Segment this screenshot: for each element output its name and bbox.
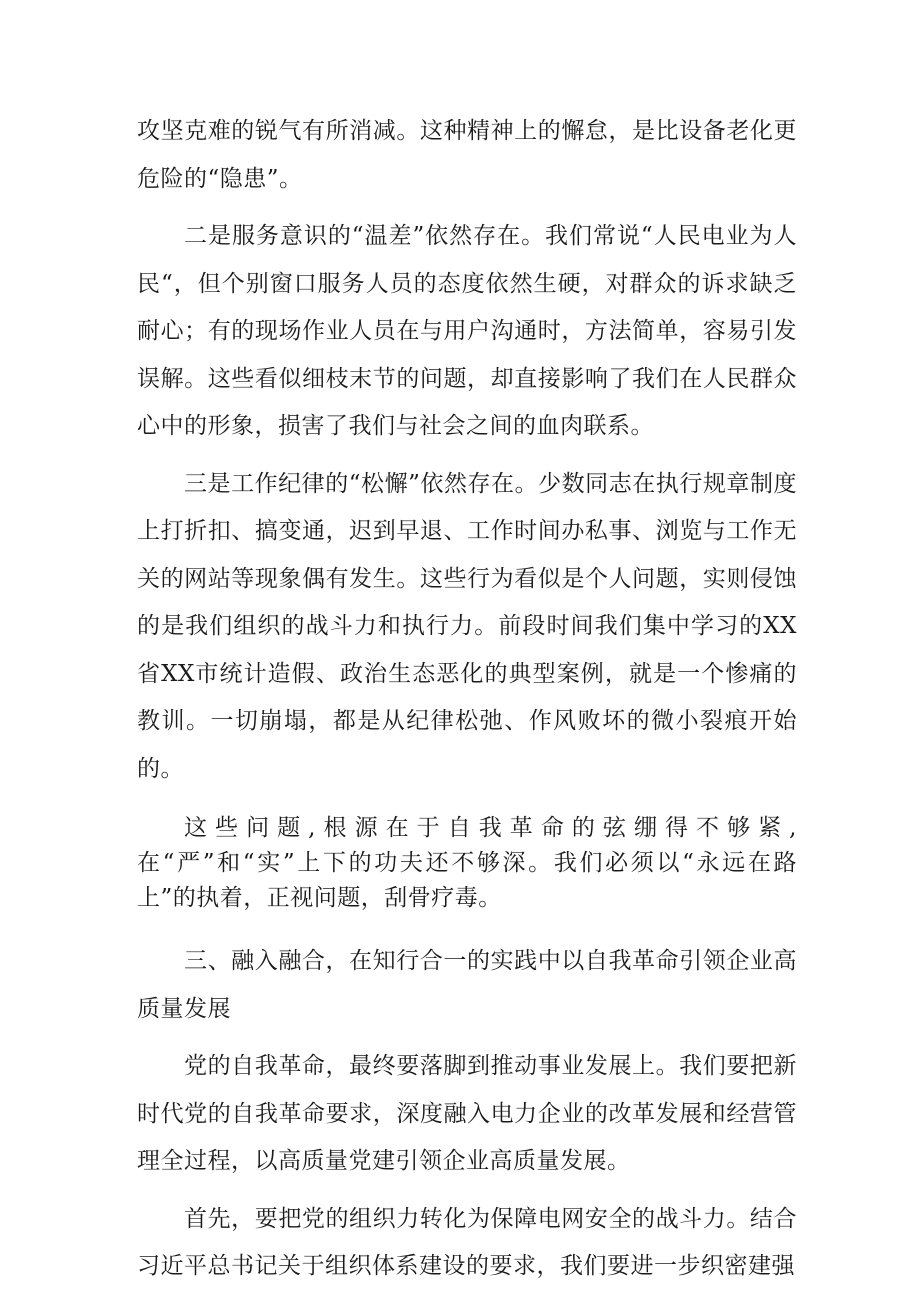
document-body [137,108,797,1301]
paragraph-organization-power: 首先，要把党的组织力转化为保障电网安全的战斗力。结合习近平总书记关于组织体系建设的要求，我们要进一步织密建强 [137,1205,797,1279]
paragraph-root-cause: 这些问题,根源在于自我革命的弦绷得不够紧,在“严”和“实”上下的功夫还不够深。我们必须以“永远在路上”的执着，正视问题，刮骨疗毒。 [137,815,797,911]
paragraph-work-discipline: 三是工作纪律的“松懈”依然存在。少数同志在执行规章制度上打折扣、搞变通，迟到早退、工作时间办私事、浏览与工作无关的网站等现象偶有发生。这些行为看似是个人问题，实则侵蚀的是我们组织的战斗力和执行力。前段时间我们集中学习的XX省XX市统计造假、政治生态恶化的典型案例，就是一个惨痛的教训。一切崩塌，都是从纪律松弛、作风败坏的微小裂痕开始的。 [137,470,797,782]
section-heading-three: 三、融入融合，在知行合一的实践中以自我革命引领企业高质量发展 [137,948,797,1022]
paragraph-self-revolution: 党的自我革命，最终要落脚到推动事业发展上。我们要把新时代党的自我革命要求，深度融入电力企业的改革发展和经营管理全过程，以高质量党建引领企业高质量发展。 [137,1053,797,1174]
paragraph-continuation: 攻坚克难的锐气有所消减。这种精神上的懈怠，是比设备老化更危险的“隐患”。 [137,118,797,192]
paragraph-service-awareness: 二是服务意识的“温差”依然存在。我们常说“人民电业为人民“，但个别窗口服务人员的态度依然生硬，对群众的诉求缺乏耐心；有的现场作业人员在与用户沟通时，方法简单，容易引发误解。这些看似细枝末节的问题，却直接影响了我们在人民群众心中的形象，损害了我们与社会之间的血肉联系。 [137,223,797,439]
